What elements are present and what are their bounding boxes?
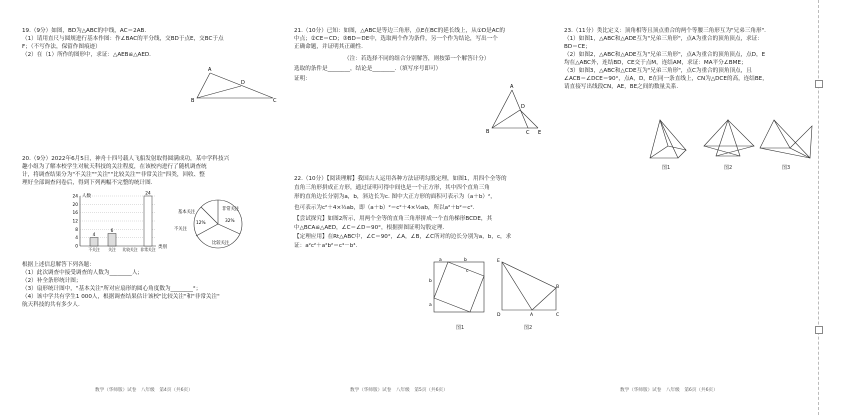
fig1-label-a: a — [439, 258, 442, 263]
q20-line-1: 20.（9分）2022年6月5日，神舟十四号载人飞船发射取得圆满成功，某中学科技兴 — [22, 156, 230, 162]
page-4 — [0, 0, 290, 415]
q20-line-2: 趣小组为了解本校学生对航天科技的关注程度，在该校内进行了随机调查统 — [22, 164, 207, 170]
fig2-label-b: B — [556, 285, 560, 290]
q20b-line-5: （4）该中学共有学生1 000人，根据调查结果估计该校"比较关注"和"非常关注" — [22, 294, 220, 300]
q20b-line-1: 根据上述信息解答下列各题： — [22, 262, 95, 268]
bar — [90, 238, 98, 246]
q21-label-a: A — [510, 84, 514, 90]
y-tick-label: 24 — [72, 194, 78, 200]
q20-line-3: 计，将调查结果分为"不关注""关注""比较关注""非常关注"四类，回收、整 — [22, 172, 205, 178]
y-tick-label: 8 — [75, 227, 78, 233]
q19-line-2: （1）请用直尺与圆规进行基本作图：作∠BAC的平分线，交BD于点E，交BC于点 — [22, 36, 224, 42]
footer-page-5: 数学（华师版）试卷 八年级 第5页（共6页） — [350, 388, 448, 393]
binding-hole-bottom — [815, 326, 823, 334]
bar-value-label: 24 — [145, 191, 151, 197]
q23-line-1: 23.（11分）类比定义：顶角相等且顶点重合的两个等腰三角形互为"兄弟三角形". — [564, 28, 766, 34]
fig1-label-a2: a — [429, 303, 432, 308]
q23-line-6: （3）如图3，△ABC和△CDE互为"兄弟三角形"，点C为重合的顶角顶点，且 — [564, 68, 752, 74]
q21-line-5: 选取的条件是________，结论是________.（填写序号即可） — [294, 66, 442, 72]
q20b-line-3: （2）补全条形统计图； — [22, 278, 82, 284]
y-tick-label: 0 — [75, 244, 78, 250]
fig1-label-b2: b — [429, 279, 432, 284]
y-tick-label: 20 — [72, 202, 78, 208]
chart-ylabel: 人数 — [82, 194, 91, 199]
q22-line-1: 22.（10分）【阅读理解】我国古人运用各种方法证明勾股定理，如图1，用四个全等的 — [294, 176, 507, 182]
fig2-label-c: C — [556, 313, 560, 318]
q23-line-3: BD＝CE； — [564, 44, 591, 50]
q19-figure — [191, 66, 277, 106]
footer-page-6: 数学（华师版）试卷 八年级 第6页（共6页） — [620, 388, 718, 393]
pie-label-bijiao: 比较关注 — [212, 241, 230, 246]
pythagoras-figure-1 — [430, 258, 490, 320]
bar — [108, 234, 116, 247]
pie-pct-feichang: 32% — [225, 219, 235, 224]
q19-label-c: C — [273, 98, 277, 104]
q19-line-1: 19.（9分）如图，BD为△ABC的中线，AC＝2AB. — [22, 28, 147, 34]
fig1-caption: 图1 — [456, 325, 465, 331]
q21-label-b: B — [486, 129, 490, 135]
q20-line-4: 理好全部调查问卷后，得到下列两幅不完整的统计图. — [22, 180, 153, 186]
pie-chart — [174, 194, 258, 264]
q22-line-5: 【尝试探究】如图2所示，用两个全等的直角三角形拼成一个直角梯形BCDE，其 — [294, 216, 493, 222]
q23-fig3-caption: 图3 — [782, 165, 791, 171]
chart-xlabel: 类别 — [158, 245, 167, 250]
bar-value-label: 6 — [110, 229, 114, 234]
q19-label-b: B — [191, 98, 195, 104]
q23-line-8: 请直接写出线段CN，AE，BE之间的数量关系. — [564, 84, 679, 90]
pie-label-bu: 不关注 — [174, 227, 187, 232]
q21-line-4: （注：若选择不同的组合分别解答，则按第一个解答计分） — [344, 56, 490, 62]
y-tick-label: 12 — [72, 219, 78, 225]
x-category-label: 非常关注 — [140, 247, 156, 252]
q21-label-e: E — [538, 130, 542, 136]
pie-label-feichang: 非常关注 — [222, 207, 240, 212]
q21-line-2: 中点；②CE＝CD；③BD＝DE中，选取两个作为条件，另一个作为结论，写出一个 — [294, 36, 498, 42]
binding-hole-top — [815, 80, 823, 88]
q19-line-3: F；（不写作法，保留作图痕迹） — [22, 44, 101, 50]
x-category-label: 不关注 — [88, 247, 100, 252]
y-tick-label: 4 — [75, 236, 78, 242]
q22-line-4: 也可表示为c²＋4×½ab，即（a＋b）²＝c²＋4×½ab，所以a²＋b²＝c². — [294, 205, 475, 211]
q22-line-2: 直角三角形拼成正方形，通过证明可得中间也是一个正方形，其中四个直角三角 — [294, 185, 490, 191]
x-category-label: 关注 — [108, 247, 116, 252]
q22-line-3: 形的直角边长分别为a，b，斜边长为c. 图中大正方形的面积可表示为（a＋b）²， — [294, 194, 496, 200]
bar — [144, 196, 152, 246]
q23-line-5: 均在△ABC外，连结BD，CE交于点M，连结AM，求证：MA平分∠BME； — [564, 60, 747, 66]
page-5 — [290, 0, 560, 415]
q23-figure-3 — [756, 116, 816, 166]
fig2-caption: 图2 — [524, 325, 533, 331]
pie-pct-jiben: 12% — [196, 221, 206, 226]
fig2-label-a: A — [530, 313, 534, 318]
q21-line-3: 正确命题，并证明其正确性. — [294, 44, 363, 50]
pie-label-jiben: 基本关注 — [178, 210, 196, 215]
q20b-line-4: （3）扇形统计图中，"基本关注"所对应扇形的圆心角度数为________°； — [22, 286, 202, 292]
y-tick-label: 16 — [72, 211, 78, 217]
q20b-line-6: 航天科技的共有多少人. — [22, 302, 80, 308]
q23-line-7: ∠ACB＝∠DCE＝90°，点A，D，E在同一条直线上，CN为△DCE的高，连结BE， — [564, 76, 768, 82]
q23-figure-1 — [648, 116, 698, 166]
pythagoras-figure-2 — [498, 258, 564, 320]
q23-line-4: （2）如图2，△ABC和△ADE互为"兄弟三角形"，点A为重合的顶角顶点，点D，E — [564, 52, 766, 58]
q22-line-7: 【定理应用】在Rt△ABC中，∠C＝90°，∠A，∠B，∠C所对的边长分别为a，b，c，求 — [294, 234, 512, 240]
page-6 — [560, 0, 810, 415]
fig1-label-b: b — [464, 258, 467, 263]
q21-label-c: C — [526, 130, 530, 136]
footer-page-4: 数学（华师版）试卷 八年级 第4页（共6页） — [95, 388, 193, 393]
q21-figure — [482, 86, 542, 136]
q22-line-6: 中△BCA≌△AED，∠C＝∠D＝90°，根据拼图证明勾股定理. — [294, 225, 445, 231]
q23-line-2: （1）如图1，△ABC和△ADE互为"兄弟三角形"，点A为重合的顶角顶点，求证： — [564, 36, 763, 42]
q22-line-8: 证：a²c²＋a²b²＝c⁴－b⁴. — [294, 243, 358, 249]
q19-label-a: A — [208, 67, 212, 73]
fig2-label-e: E — [497, 259, 500, 264]
fig2-label-d: D — [497, 313, 501, 318]
q23-figure-2 — [700, 116, 760, 166]
q21-line-1: 21.（10分）已知：如图，△ABC是等边三角形，点E在BC的延长线上，从①D是AC的 — [294, 28, 505, 34]
q19-line-4: （2）在（1）所作的图形中，求证：△AEB≌△AED. — [22, 52, 151, 58]
q21-line-6: 证明： — [294, 76, 311, 82]
binding-rail — [818, 0, 820, 415]
q23-fig2-caption: 图2 — [724, 165, 733, 171]
q20b-line-2: （1）此次调查中接受调查的人数为________人； — [22, 270, 144, 276]
q23-fig1-caption: 图1 — [662, 165, 671, 171]
q19-label-d: D — [241, 80, 245, 86]
x-category-label: 比较关注 — [122, 247, 138, 252]
bar-value-label: 4 — [92, 233, 96, 239]
fig1-label-c: c — [466, 269, 469, 274]
q21-label-d: D — [521, 104, 525, 110]
